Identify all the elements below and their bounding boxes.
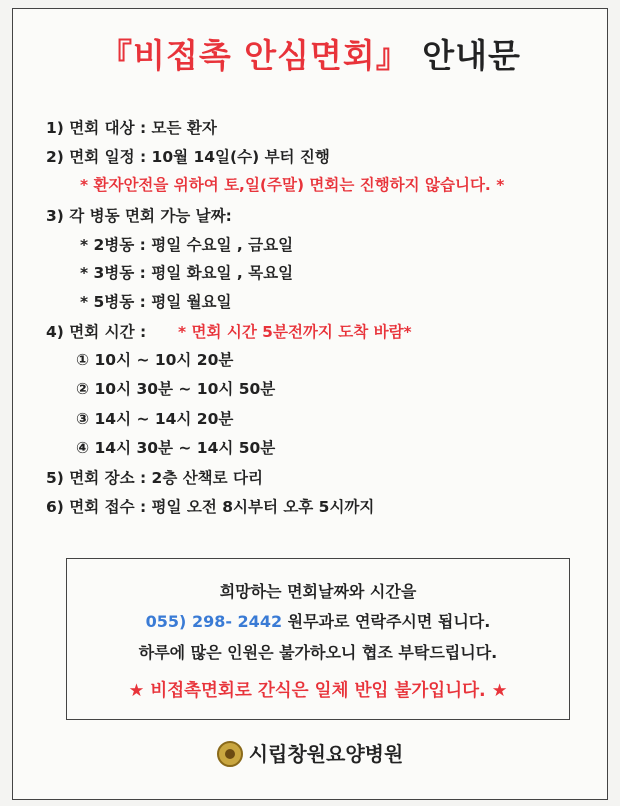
contact-notice-box <box>66 558 570 720</box>
notice-warning: ★ 비접촉면회로 간식은 일체 반입 불가입니다. ★ <box>128 681 508 701</box>
item-ward2: * 2병동 : 평일 수요일 , 금요일 <box>80 236 294 254</box>
notice-phone: 055) 298- 2442 <box>145 612 283 631</box>
item-ward3: * 3병동 : 평일 화요일 , 목요일 <box>80 264 294 282</box>
item-time-header: 4) 면회 시간 : <box>46 323 147 341</box>
title-main: 비접촉 안심면회 <box>133 36 376 75</box>
notice-line2-rest: 원무과로 연락주시면 됩니다. <box>282 612 491 631</box>
item-slot3: ③ 14시 ~ 14시 20분 <box>76 410 234 428</box>
title-suffix: 안내문 <box>422 36 521 75</box>
item-reception: 6) 면회 접수 : 평일 오전 8시부터 오후 5시까지 <box>46 498 375 516</box>
item-slot1: ① 10시 ~ 10시 20분 <box>76 351 234 369</box>
hospital-name: 시립창원요양병원 <box>248 742 404 766</box>
item-slot4: ④ 14시 30분 ~ 14시 50분 <box>76 439 276 457</box>
item-place: 5) 면회 장소 : 2층 산책로 다리 <box>46 469 263 487</box>
item-schedule: 2) 면회 일정 : 10월 14일(수) 부터 진행 <box>46 148 330 166</box>
item-slot2: ② 10시 30분 ~ 10시 50분 <box>76 380 276 398</box>
item-time-note: * 면회 시간 5분전까지 도착 바람* <box>178 323 412 341</box>
item-schedule-note: * 환자안전을 위하여 토,일(주말) 면회는 진행하지 않습니다. * <box>80 176 505 194</box>
notice-line2 <box>67 609 569 632</box>
item-ward5: * 5병동 : 평일 월요일 <box>80 293 232 311</box>
item-days-header: 3) 각 병동 면회 가능 날짜: <box>46 207 232 225</box>
footer-hospital <box>0 738 620 769</box>
title-bracket-close: 』 <box>375 36 410 75</box>
item-target: 1) 면회 대상 : 모든 환자 <box>46 119 217 137</box>
page-title <box>0 30 620 77</box>
notice-line1: 희망하는 면회날짜와 시간을 <box>219 582 417 601</box>
title-bracket-open: 『 <box>99 36 134 75</box>
hospital-emblem-icon <box>217 741 243 767</box>
notice-line3: 하루에 많은 인원은 불가하오니 협조 부탁드립니다. <box>138 643 498 662</box>
